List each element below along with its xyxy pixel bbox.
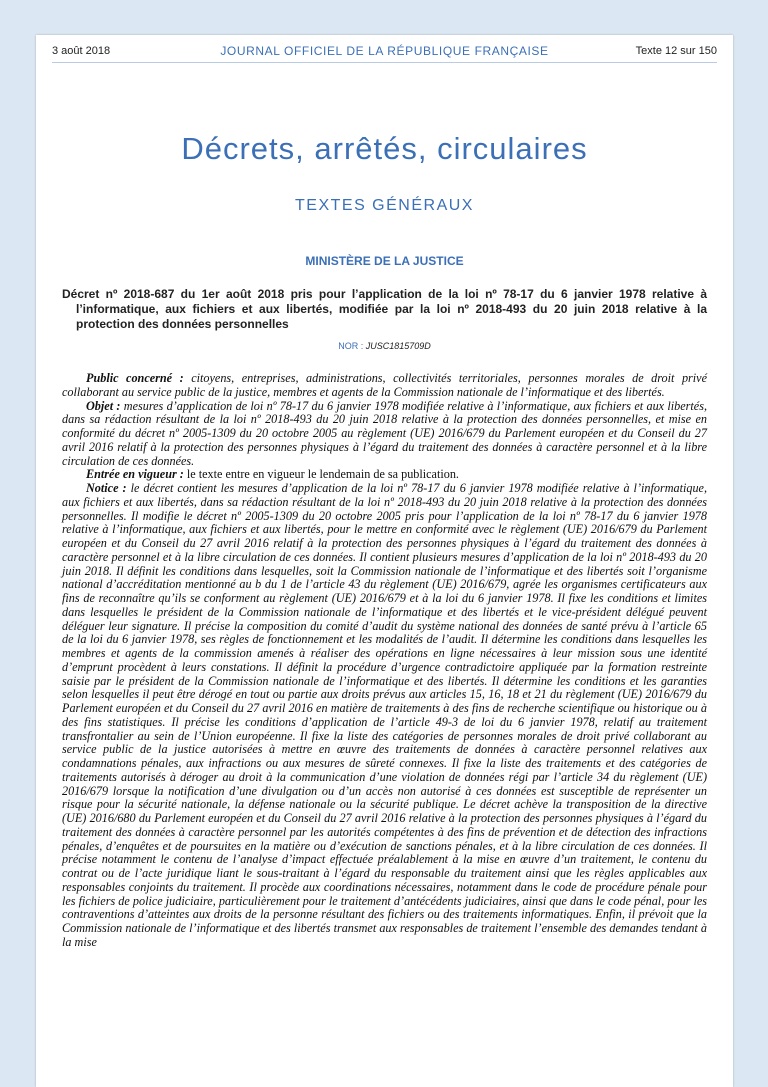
subsection-title: TEXTES GÉNÉRAUX [295, 197, 474, 214]
paragraph-label: Notice : [86, 481, 127, 495]
publication-date: 3 août 2018 [52, 45, 111, 57]
journal-title: JOURNAL OFFICIEL DE LA RÉPUBLIQUE FRANÇAISE [220, 44, 549, 58]
ministry-name: MINISTÈRE DE LA JUSTICE [305, 254, 464, 268]
paragraph-label: Entrée en vigueur : [86, 467, 184, 482]
nor-code: JUSC1815709D [365, 341, 431, 351]
paragraph-notice [62, 482, 707, 950]
paragraph-public-concerne [62, 372, 707, 400]
paragraph-label: Public concerné : [86, 371, 184, 385]
paragraph-label: Objet : [86, 398, 121, 413]
paragraph-text: citoyens, entreprises, administrations, collectivités territoriales, personnes morales de droit privé collaborant au service public de la justice, membres et agents de la Commission nationale de l’informatique et des libertés. [62, 371, 708, 399]
decree-title: Décret nº 2018-687 du 1er août 2018 pris pour l’application de la loi nº 78-17 du 6 janvier 1978 relative à l’informatique, aux fichiers et aux libertés, modifiée par la loi nº 2018-493 du 20 juin 2018 relative à la protection des données personnelles [62, 287, 707, 331]
paragraph-text: le décret contient les mesures d’application de la loi nº 78-17 du 6 janvier 1978 modifiée relative à l’informatique, aux fichiers et aux libertés, dans sa rédaction résultant de la loi nº 2018-493 du 20 juin 2018 relative à la protection des données personnelles. Il modifie le décret nº 2005-1309 du 20 octobre 2005 pris pour l’application de la loi nº 78-17 du 6 janvier 1978 relative à l’informatique, aux fichiers et aux libertés, pour le mettre en conformité avec le règlement (UE) 2016/679 du Parlement européen et du Conseil du 27 avril 2016 relatif à la protection des personnes physiques à l’égard du traitement des données à caractère personnel et à la libre circulation de ces données. Il contient plusieurs mesures d’application de la loi nº 2018-493 du 20 juin 2018. Il définit les conditions dans lesquelles, soit la Commission nationale de l’informatique et des libertés soit l’organisme national d’accréditation mentionné au b du 1 de l’article 43 du règlement (UE) 2016/679, agrée les organismes certificateurs aux fins de reconnaître qu’ils se conforment au règlement (UE) 2016/679 et à la loi du 6 janvier 1978. Il fixe les conditions et limites dans lesquelles le président de la Commission nationale de l’informatique et des libertés et le vice-président délégué peuvent déléguer leur signature. Il précise la composition du comité d’audit du système national des données de santé prévu à l’article 65 de la loi du 6 janvier 1978, ses règles de fonctionnement et les modalités de l’audit. Il détermine les conditions dans lesquelles les membres et agents de la commission amenés à réaliser des opérations en ligne nécessaires à leur mission sous une identité d’emprunt procèdent à leurs constations. Il définit la procédure d’urgence contradictoire appliquée par la formation restreinte saisie par le président de la Commission nationale de l’informatique et des libertés. Il détermine les conditions et les garanties selon lesquelles il peut être dérogé en tout ou partie aux droits prévus aux articles 15, 16, 18 et 21 du règlement (UE) 2016/679 du Parlement européen et du Conseil du 27 avril 2016 en matière de traitements à des fins de recherche scientifique ou historique ou à des fins statistiques. Il précise les conditions d’application de l’article 49-3 de loi du 6 janvier 1978, relatif au traitement transfrontalier au sein de l’Union européenne. Il fixe la liste des catégories de personnes morales de droit privé collaborant au service public de la justice autorisées à mettre en œuvre des traitements de données à caractère personnel relatives aux condamnations pénales, aux infractions ou aux mesures de sûreté connexes. Il fixe la liste des traitements et des catégories de traitements autorisés à déroger au droit à la communication d’une violation de données régi par l’article 34 du règlement (UE) 2016/679 lorsque la notification d’une divulgation ou d’un accès non autorisé à ces données est susceptible de représenter un risque pour la sécurité nationale, la défense nationale ou la sécurité publique. Le décret achève la transposition de la directive (UE) 2016/680 du Parlement européen et du Conseil du 27 avril 2016 relative à la protection des personnes physiques à l’égard du traitement des données à caractère personnel par les autorités compétentes à des fins de prévention et de détection des infractions pénales, d’enquêtes et de poursuites en la matière ou d’exécution de sanctions pénales, et à la libre circulation de ces données. Il précise notamment le contenu de l’analyse d’impact effectuée préalablement à la mise en œuvre d’un traitement, le contenu du contrat ou de l’acte juridique liant le sous-traitant à l’égard du responsable du traitement ainsi que les règles applicables aux responsables conjoints du traitement. Il procède aux coordinations nécessaires, notamment dans le code de procédure pénale pour les fichiers de police judiciaire, particulièrement pour le traitement d’antécédents judiciaires, ainsi que dans le code pénal, pour les contraventions d’atteintes aux droits de la personne résultant des fichiers ou des traitements informatiques. Enfin, il prévoit que la Commission nationale de l’informatique et des libertés transmet aux responsables de traitement l’ensemble des demandes tendant à la mise [62, 481, 708, 949]
section-title: Décrets, arrêtés, circulaires [181, 131, 588, 166]
paragraph-text: le texte entre en vigueur le lendemain de sa publication. [186, 467, 459, 482]
decree-body [62, 372, 707, 950]
text-number: Texte 12 sur 150 [635, 45, 717, 57]
page-header [52, 45, 717, 61]
document-page [36, 35, 733, 1087]
paragraph-objet [62, 400, 707, 469]
nor-label: NOR : [338, 341, 364, 351]
paragraph-entree-en-vigueur [62, 468, 707, 482]
header-divider [52, 62, 717, 63]
nor-reference [36, 341, 733, 351]
paragraph-text: mesures d’application de loi nº 78-17 du 6 janvier 1978 modifiée relative à l’informatique, aux fichiers et aux libertés, dans sa rédaction résultant de la loi nº 2018-493 du 20 juin 2018 relative à la protection des données personnelles, et mise en conformité du décret nº 2005-1309 du 20 octobre 2005 au règlement (UE) 2016/679 du Parlement européen et du Conseil du 27 avril 2016 relatif à la protection des personnes physiques à l’égard du traitement des données à caractère personnel et à la libre circulation de ces données. [62, 398, 708, 468]
